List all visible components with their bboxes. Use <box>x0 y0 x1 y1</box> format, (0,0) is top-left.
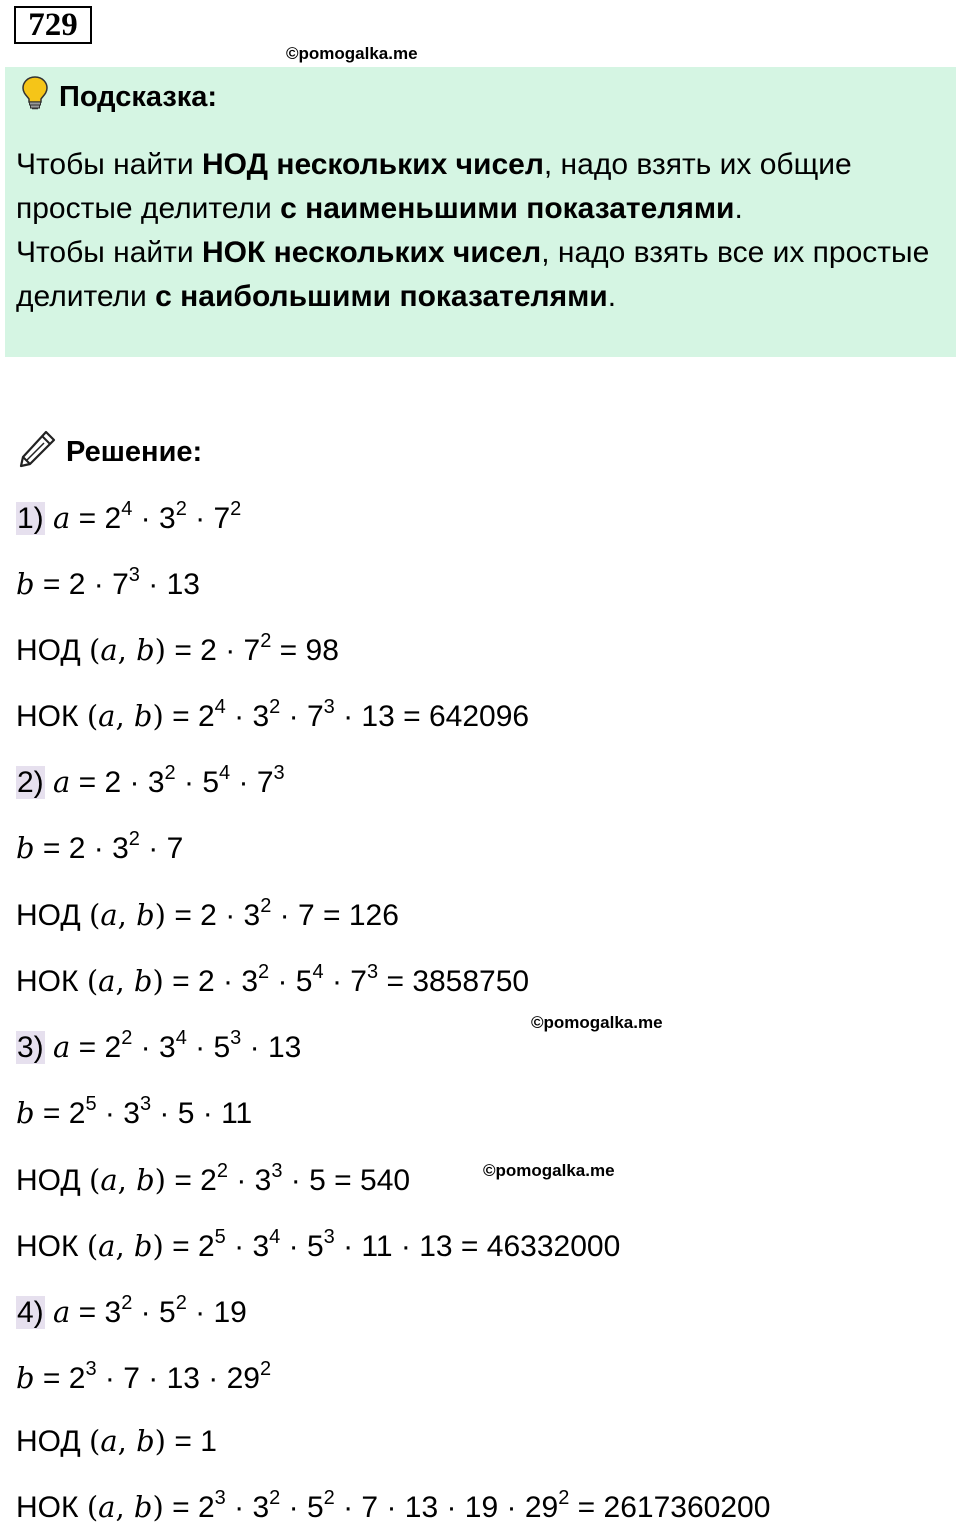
watermark: ©pomogalka.me <box>531 1013 663 1032</box>
hint-header <box>21 79 217 115</box>
gcd-line-3: НОД (a, $b) = 2^2 \cdot 3^3 \cdot 5 = 540$ <box>16 1160 411 1197</box>
hint-text <box>16 143 946 319</box>
solution-title: Решение: <box>66 435 203 468</box>
lightbulb-icon <box>21 75 49 119</box>
task-number: 729 <box>14 6 92 44</box>
pencil-icon <box>18 428 58 476</box>
equation-a-2: 2) $a = 2 \cdot 3^2 \cdot 5^4 \cdot 7^3$ <box>17 762 285 799</box>
gcd-line-1: НОД (a, $b) = 2 \cdot 7^2 = 98$ <box>16 630 339 667</box>
lcm-line-3: НОК (a, $b) = 2^5 \cdot 3^4 \cdot 5^3 \cdot 11 \cdot 13 = 46332000$ <box>16 1226 621 1263</box>
equation-a-4: 4) $a = 3^2 \cdot 5^2 \cdot 19$ <box>17 1292 247 1329</box>
watermark: ©pomogalka.me <box>286 44 418 63</box>
equation-b-1: $b = 2 \cdot 7^3 \cdot 13$ <box>16 564 200 601</box>
gcd-line-2: НОД (a, $b) = 2 \cdot 3^2 \cdot 7 = 126$ <box>16 895 399 932</box>
problem-label: 4) <box>17 1296 44 1329</box>
solution-header <box>18 430 202 474</box>
lcm-line-4: НОК (a, $b) = 2^3 \cdot 3^2 \cdot 5^2 \cdot 7 \cdot 13 \cdot 19 \cdot 29^2 = 2617360200$ <box>16 1487 771 1524</box>
lcm-line-2: НОК (a, $b) = 2 \cdot 3^2 \cdot 5^4 \cdot 7^3 = 3858750$ <box>16 961 530 998</box>
equation-b-2: $b = 2 \cdot 3^2 \cdot 7$ <box>16 828 184 865</box>
problem-label: 2) <box>17 766 44 799</box>
problem-label: 3) <box>17 1031 44 1064</box>
hint-paragraph-lcm: Чтобы найти НОК нескольких чисел, надо взять все их простые делители с наибольшими показателями. <box>16 236 930 313</box>
equation-b-4: $b = 2^3 \cdot 7 \cdot 13 \cdot 29^2$ <box>16 1358 272 1395</box>
hint-paragraph-gcd: Чтобы найти НОД нескольких чисел, надо взять их общие простые делители с наименьшими показателями. <box>16 148 852 225</box>
lcm-line-1: НОК (a, $b) = 2^4 \cdot 3^2 \cdot 7^3 \cdot 13 = 642096$ <box>16 696 530 733</box>
hint-title: Подсказка: <box>59 80 218 113</box>
gcd-line-4: НОД (a, b) = 1 <box>16 1424 217 1458</box>
equation-a-1: 1) $a = 2^4 \cdot 3^2 \cdot 7^2$ <box>17 498 242 535</box>
equation-a-3: 3) $a = 2^2 \cdot 3^4 \cdot 5^3 \cdot 13$ <box>17 1027 302 1064</box>
equation-b-3: $b = 2^5 \cdot 3^3 \cdot 5 \cdot 11$ <box>16 1093 253 1130</box>
hint-box <box>5 67 956 357</box>
watermark: ©pomogalka.me <box>483 1161 615 1180</box>
problem-label: 1) <box>17 502 44 535</box>
